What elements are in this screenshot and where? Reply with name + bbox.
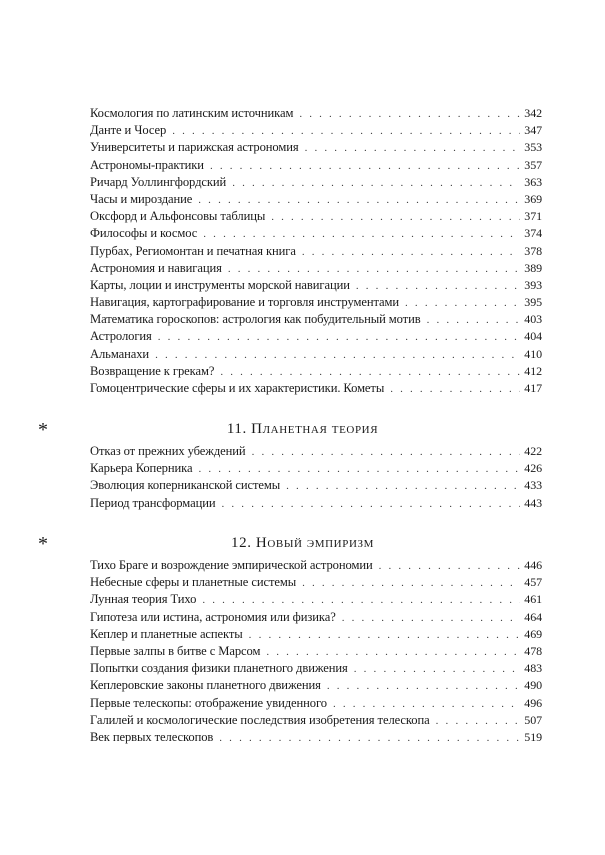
toc-entry	[90, 661, 542, 678]
toc-leader-dots	[299, 108, 520, 120]
toc-entry-page: 461	[524, 592, 542, 607]
chapter-heading-12	[0, 533, 605, 555]
toc-entry-page: 426	[524, 461, 542, 476]
toc-entry-title: Первые залпы в битве с Марсом	[90, 643, 261, 658]
toc-entry-title: Математика гороскопов: астрология как побудительный мотив	[90, 312, 421, 327]
toc-entry	[90, 278, 542, 295]
toc-entry-title: Астрология	[90, 329, 152, 344]
toc-leader-dots	[266, 646, 520, 658]
toc-leader-dots	[333, 698, 520, 710]
toc-entry	[90, 496, 542, 513]
toc-leader-dots	[249, 629, 521, 641]
toc-entry-page: 374	[524, 226, 542, 241]
toc-entry-title: Кеплер и планетные аспекты	[90, 626, 243, 641]
toc-entry	[90, 209, 542, 226]
toc-entry-title: Первые телескопы: отображение увиденного	[90, 695, 327, 710]
toc-entry	[90, 106, 542, 123]
toc-entry-page: 457	[524, 575, 542, 590]
toc-leader-dots	[302, 246, 520, 258]
toc-entry	[90, 610, 542, 627]
toc-entry	[90, 123, 542, 140]
toc-entry-title: Пурбах, Региомонтан и печатная книга	[90, 243, 296, 258]
toc-leader-dots	[202, 594, 520, 606]
toc-entry-title: Карьера Коперника	[90, 461, 193, 476]
toc-leader-dots	[271, 211, 520, 223]
toc-entry-page: 478	[524, 643, 542, 658]
toc-leader-dots	[220, 366, 520, 378]
toc-leader-dots	[210, 160, 520, 172]
toc-entry-title: Попытки создания физики планетного движения	[90, 661, 348, 676]
toc-entry-page: 347	[524, 123, 542, 138]
toc-entry	[90, 381, 542, 398]
toc-entry-title: Оксфорд и Альфонсовы таблицы	[90, 209, 266, 224]
toc-leader-dots	[427, 314, 521, 326]
toc-entry-title: Период трансформации	[90, 495, 216, 510]
toc-leader-dots	[390, 383, 520, 395]
toc-leader-dots	[354, 663, 521, 675]
toc-leader-dots	[342, 612, 521, 624]
toc-leader-dots	[198, 463, 520, 475]
toc-entry-page: 507	[524, 712, 542, 727]
toc-entry-page: 403	[524, 312, 542, 327]
toc-entry-title: Отказ от прежних убеждений	[90, 444, 246, 458]
toc-entry-page: 412	[524, 363, 542, 378]
toc-leader-dots	[436, 715, 521, 727]
toc-entry	[90, 140, 542, 157]
toc-entry-title: Данте и Чосер	[90, 123, 167, 138]
toc-entry-title: Возвращение к грекам?	[90, 363, 215, 378]
toc-entry-page: 443	[524, 495, 542, 510]
toc-leader-dots	[232, 177, 520, 189]
toc-leader-dots	[286, 480, 520, 492]
toc-entry-title: Лунная теория Тихо	[90, 592, 197, 607]
toc-entry-title: Навигация, картографирование и торговля инструментами	[90, 295, 400, 310]
toc-leader-dots	[203, 228, 520, 240]
toc-entry	[90, 158, 542, 175]
toc-entry-page: 353	[524, 140, 542, 155]
toc-chapter-11	[90, 444, 542, 513]
toc-chapter-12	[90, 558, 542, 747]
toc-entry-page: 483	[524, 661, 542, 676]
toc-entry	[90, 575, 542, 592]
toc-entry-title: Астрономия и навигация	[90, 260, 222, 275]
toc-entry-title: Век первых телескопов	[90, 729, 214, 744]
toc-entry	[90, 461, 542, 478]
toc-leader-dots	[327, 680, 520, 692]
chapter-title: 11. Планетная теория	[226, 421, 379, 437]
toc-entry	[90, 226, 542, 243]
toc-entry-page: 393	[524, 277, 542, 292]
toc-entry	[90, 244, 542, 261]
toc-entry-title: Философы и космос	[90, 226, 198, 241]
toc-entry	[90, 295, 542, 312]
toc-entry-title: Небесные сферы и планетные системы	[90, 575, 297, 590]
toc-entry-title: Эволюция коперниканской системы	[90, 478, 281, 493]
toc-entry	[90, 713, 542, 730]
toc-entry	[90, 261, 542, 278]
toc-entry-page: 410	[524, 346, 542, 361]
toc-entry-title: Космология по латинским источникам	[90, 106, 294, 120]
toc-entry-page: 404	[524, 329, 542, 344]
toc-entry-page: 369	[524, 191, 542, 206]
toc-entry	[90, 558, 542, 575]
toc-entry	[90, 329, 542, 346]
toc-entry-title: Астрономы-практики	[90, 157, 204, 172]
toc-entry-title: Альманахи	[90, 346, 150, 361]
toc-entry	[90, 678, 542, 695]
toc-entry-page: 357	[524, 157, 542, 172]
toc-leader-dots	[228, 263, 520, 275]
toc-entry-title: Часы и мироздание	[90, 191, 193, 206]
toc-entry-title: Гомоцентрические сферы и их характеристики. Кометы	[90, 381, 385, 395]
toc-leader-dots	[356, 280, 520, 292]
toc-entry-page: 433	[524, 478, 542, 493]
toc-entry-title: Университеты и парижская астрономия	[90, 140, 299, 155]
toc-entry	[90, 347, 542, 364]
toc-leader-dots	[219, 732, 520, 744]
toc-entry-title: Карты, лоции и инструменты морской навигации	[90, 277, 350, 292]
toc-entry-page: 422	[524, 444, 542, 458]
chapter-title: 12. Новый эмпиризм	[231, 535, 374, 551]
toc-entry	[90, 312, 542, 329]
toc-entry-page: 446	[524, 558, 542, 572]
toc-entry-page: 496	[524, 695, 542, 710]
toc-leader-dots	[172, 125, 520, 137]
toc-entry-title: Ричард Уоллингфордский	[90, 174, 227, 189]
toc-entry-page: 469	[524, 626, 542, 641]
toc-leader-dots	[158, 331, 521, 343]
toc-entry-title: Гипотеза или истина, астрономия или физика?	[90, 609, 336, 624]
toc-entry-page: 371	[524, 209, 542, 224]
toc-leader-dots	[155, 349, 520, 361]
toc-entry-page: 389	[524, 260, 542, 275]
toc-entry	[90, 627, 542, 644]
toc-entry-page: 490	[524, 678, 542, 693]
toc-section-continued	[90, 106, 542, 398]
toc-leader-dots	[198, 194, 520, 206]
toc-entry	[90, 478, 542, 495]
toc-entry-page: 363	[524, 174, 542, 189]
toc-entry-page: 519	[524, 729, 542, 744]
chapter-heading-11	[0, 419, 605, 441]
toc-leader-dots	[379, 560, 521, 572]
toc-entry-page: 464	[524, 609, 542, 624]
toc-entry-title: Тихо Браге и возрождение эмпирической астрономии	[90, 558, 373, 572]
toc-entry-page: 342	[524, 106, 542, 120]
toc-leader-dots	[252, 446, 521, 458]
toc-leader-dots	[222, 498, 521, 510]
toc-entry	[90, 730, 542, 747]
toc-leader-dots	[405, 297, 520, 309]
toc-entry	[90, 364, 542, 381]
toc-entry-page: 395	[524, 295, 542, 310]
toc-entry	[90, 175, 542, 192]
asterisk-icon: *	[38, 419, 49, 441]
toc-entry	[90, 592, 542, 609]
toc-leader-dots	[305, 142, 521, 154]
toc-entry-page: 417	[524, 381, 542, 395]
toc-entry-title: Кеплеровские законы планетного движения	[90, 678, 321, 693]
toc-leader-dots	[302, 577, 520, 589]
toc-entry-page: 378	[524, 243, 542, 258]
asterisk-icon: *	[38, 533, 49, 555]
toc-entry	[90, 444, 542, 461]
toc-entry	[90, 644, 542, 661]
toc-entry	[90, 696, 542, 713]
toc-entry	[90, 192, 542, 209]
toc-entry-title: Галилей и космологические последствия изобретения телескопа	[90, 712, 430, 727]
